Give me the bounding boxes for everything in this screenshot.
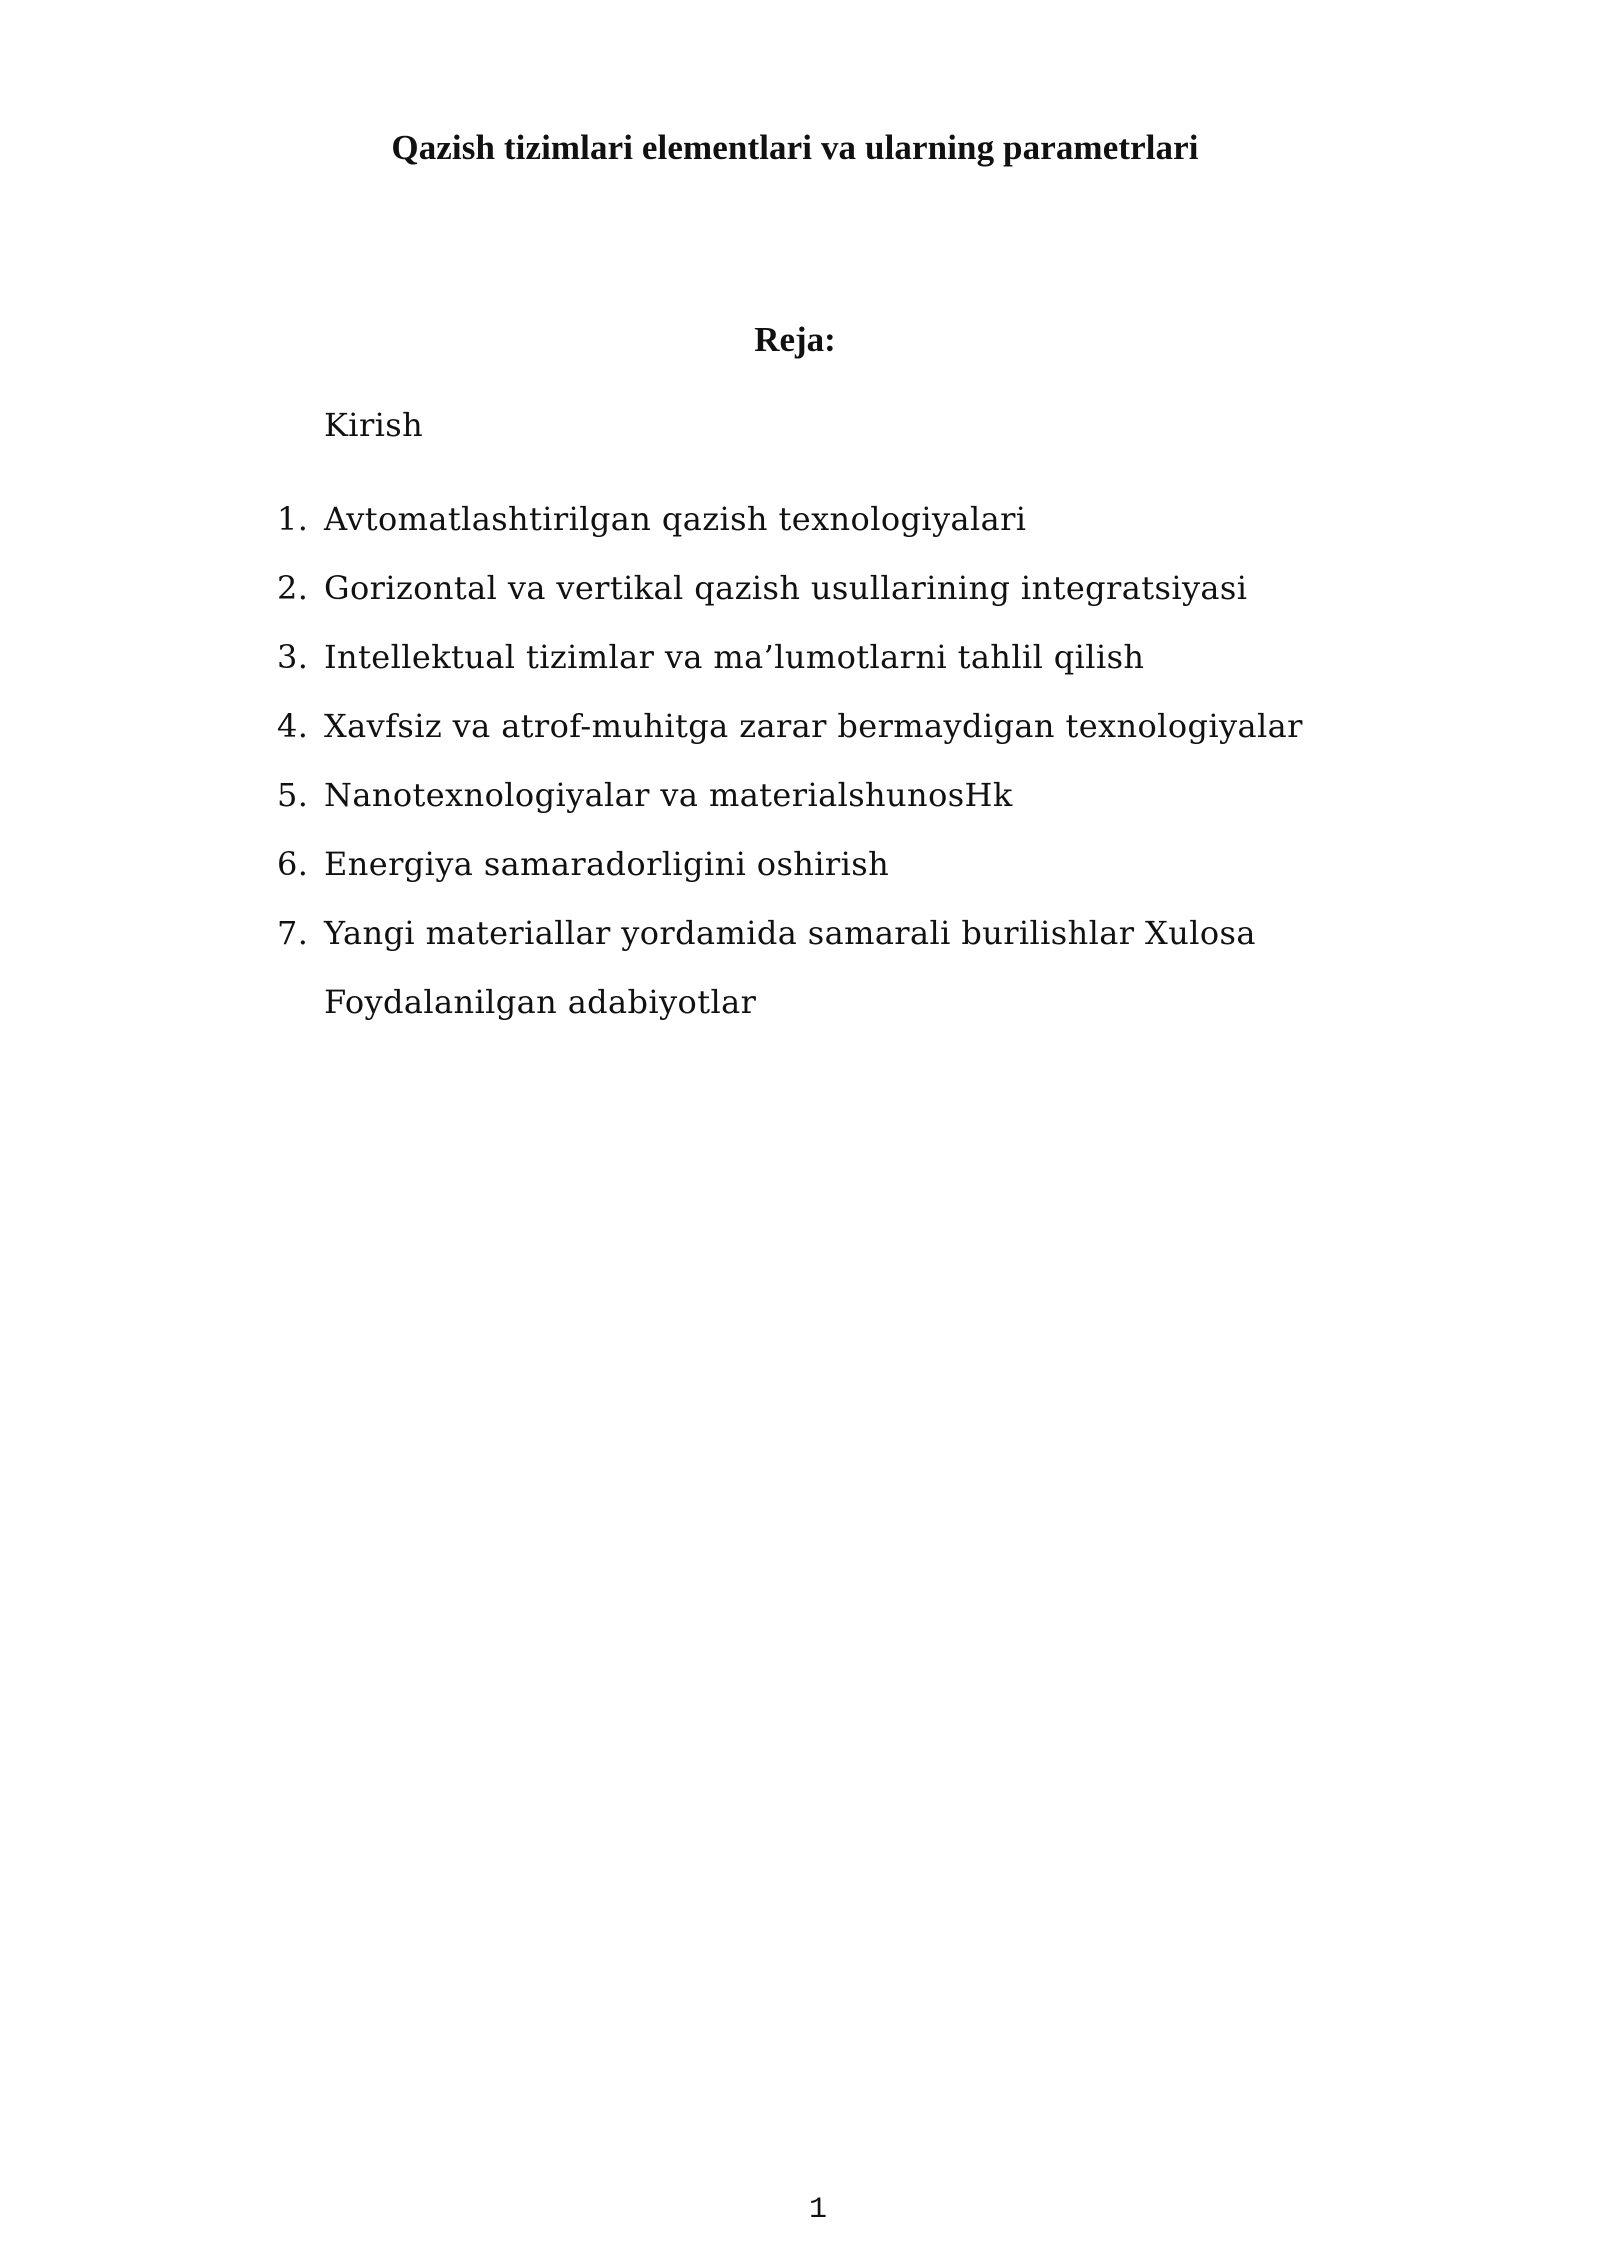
toc-item-number: 5.: [277, 776, 309, 814]
toc-item-text: Nanotexnologiyalar va materialshunosHk: [324, 776, 1013, 814]
toc-item-text: Xavfsiz va atrof-muhitga zarar bermaydigan texnologiyalar: [324, 707, 1303, 745]
toc-item-number: 3.: [277, 638, 309, 676]
toc-item-number: 4.: [277, 707, 309, 745]
toc-item-text: Avtomatlashtirilgan qazish texnologiyalari: [324, 500, 1027, 538]
document-title: Qazish tizimlari elementlari va ularning parametrlari: [391, 128, 1199, 167]
toc-item-number: 7.: [277, 914, 309, 952]
toc-item-text: Gorizontal va vertikal qazish usullarining integratsiyasi: [324, 569, 1248, 607]
toc-item-number: 2.: [277, 569, 309, 607]
toc-item-text: Intellektual tizimlar va ma’lumotlarni tahlil qilish: [324, 638, 1145, 676]
toc-item-text: Energiya samaradorligini oshirish: [324, 845, 890, 883]
toc-references: Foydalanilgan adabiyotlar: [324, 983, 757, 1021]
page-number: 1: [808, 2193, 827, 2227]
plan-heading: Reja:: [754, 320, 836, 359]
toc-item-number: 6.: [277, 845, 309, 883]
toc-item-text: Yangi materiallar yordamida samarali burilishlar Xulosa: [324, 914, 1256, 952]
toc-intro: Kirish: [324, 406, 424, 444]
toc-item-number: 1.: [277, 500, 309, 538]
